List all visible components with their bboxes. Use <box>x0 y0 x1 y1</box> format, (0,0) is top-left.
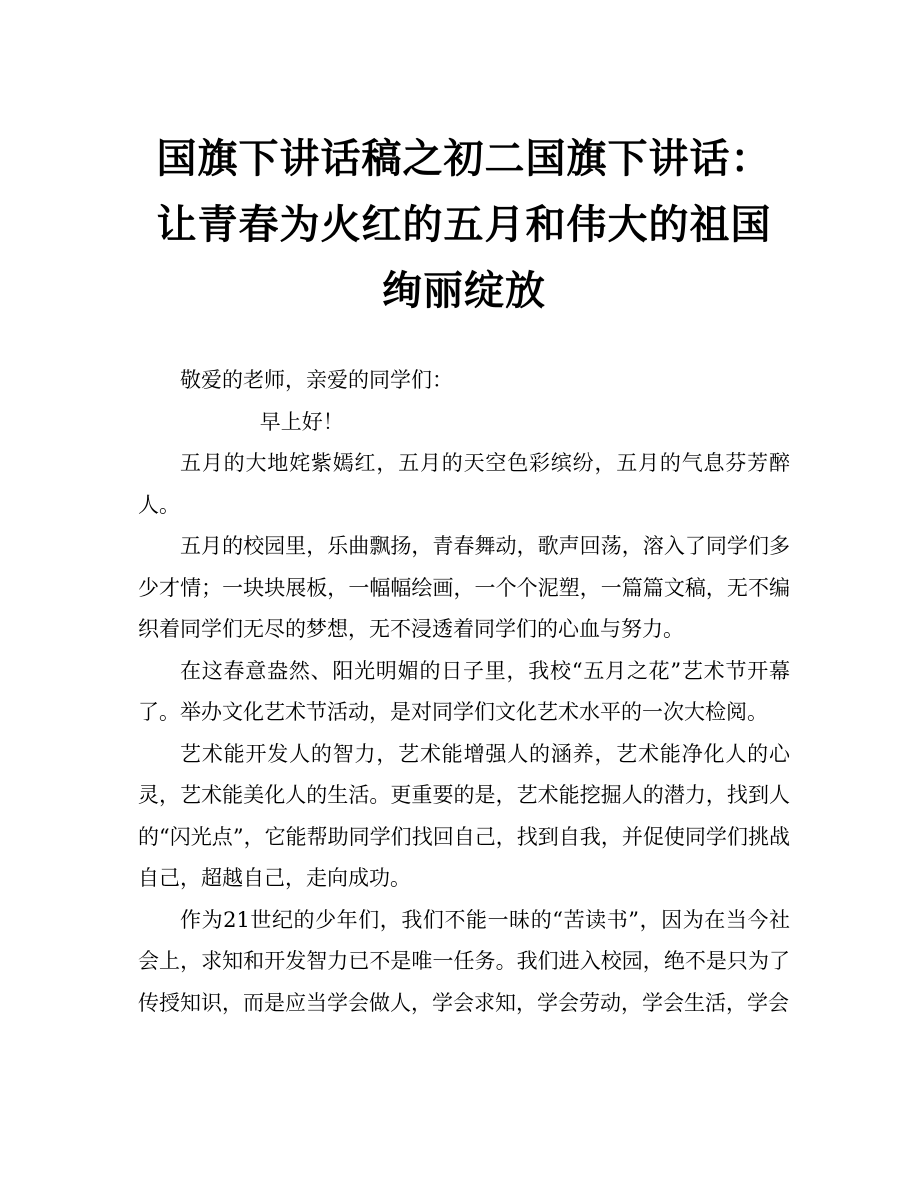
document-body <box>138 360 790 1024</box>
greeting: 早上好！ <box>259 409 344 434</box>
paragraph: 在这春意盎然、阳光明媚的日子里，我校“五月之花”艺术节开幕了。举办文化艺术节活动，是对同学们文化艺术水平的一次大检阅。 <box>138 658 790 724</box>
document-title: 国旗下讲话稿之初二国旗下讲话：让青春为火红的五月和伟大的祖国绚丽绽放 <box>156 135 772 314</box>
salutation: 敬爱的老师，亲爱的同学们： <box>180 368 453 392</box>
paragraph: 五月的大地姹紫嫣红，五月的天空色彩缤纷，五月的气息芬芳醉人。 <box>138 451 790 517</box>
paragraph: 五月的校园里，乐曲飘扬，青春舞动，歌声回荡，溶入了同学们多少才情；一块块展板，一幅幅绘画，一个个泥塑，一篇篇文稿，无不编织着同学们无尽的梦想，无不浸透着同学们的心血与努力。 <box>138 534 790 641</box>
paragraph: 作为21世纪的少年们，我们不能一昧的“苦读书”，因为在当今社会上，求知和开发智力已不是唯一任务。我们进入校园，绝不是只为了传授知识，而是应当学会做人，学会求知，学会劳动，学会生活，学会 <box>138 907 790 1015</box>
paragraph: 艺术能开发人的智力，艺术能增强人的涵养，艺术能净化人的心灵，艺术能美化人的生活。更重要的是，艺术能挖掘人的潜力，找到人的“闪光点”，它能帮助同学们找回自己，找到自我，并促使同学们挑战自己，超越自己，走向成功。 <box>138 741 790 890</box>
